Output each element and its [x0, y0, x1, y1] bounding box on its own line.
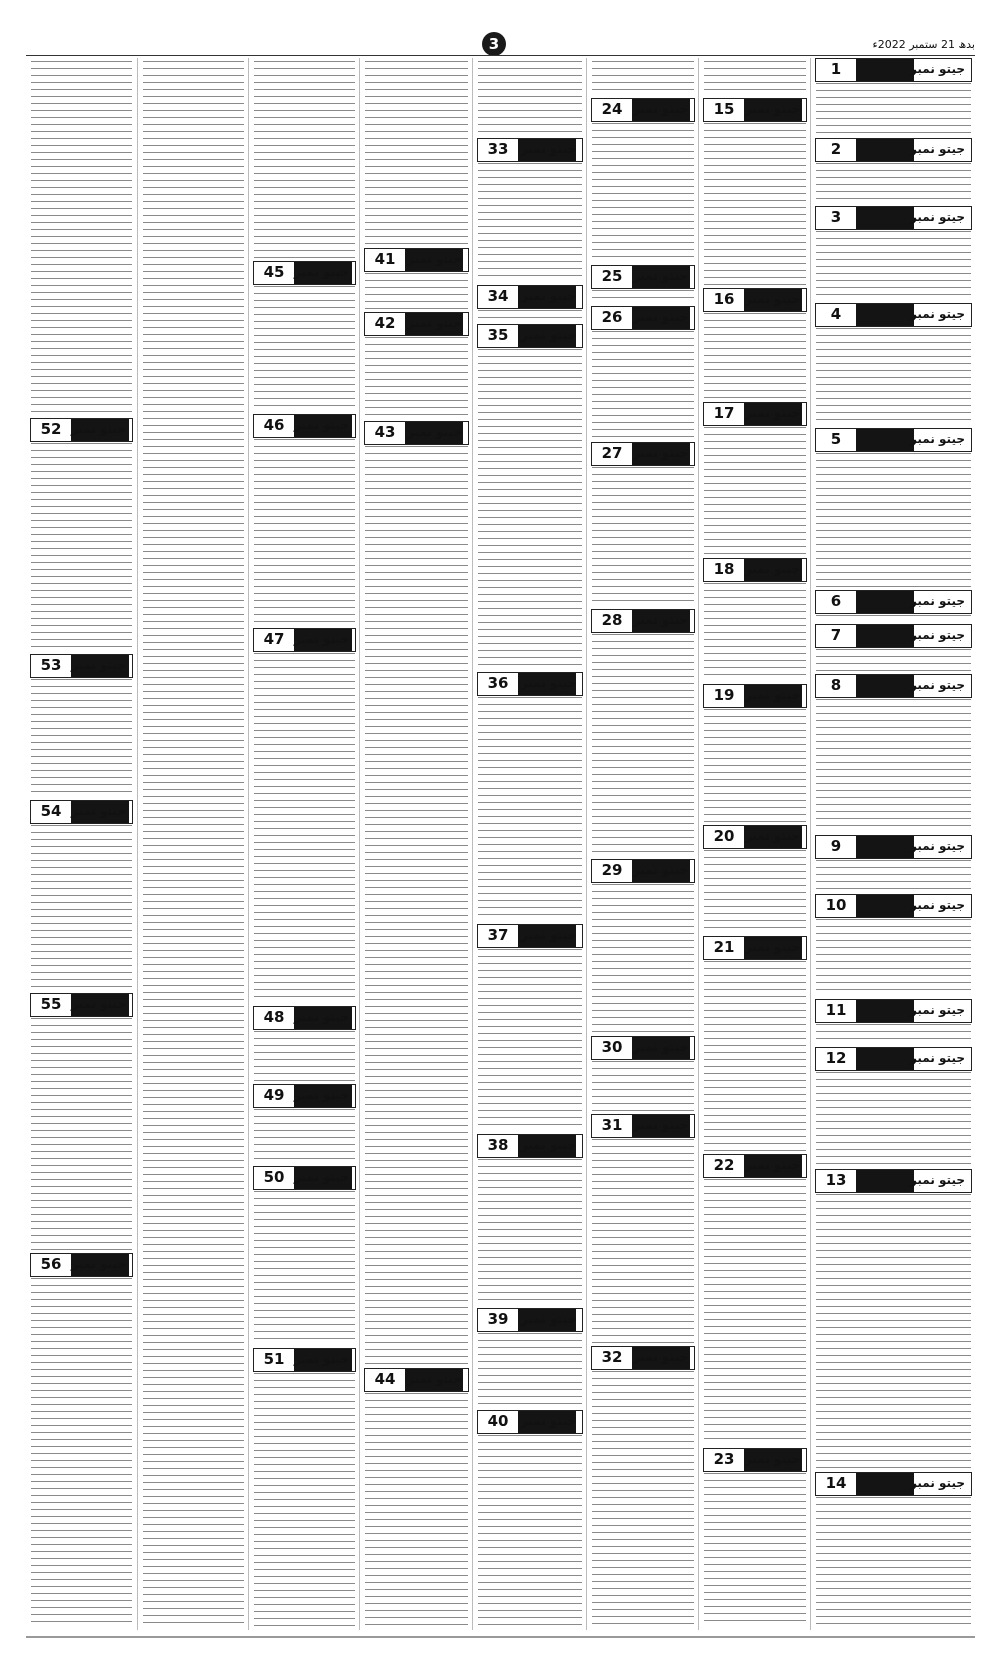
entry-header: [815, 624, 972, 648]
entry-label: جیتو نمبر: [909, 594, 965, 608]
entry-header: [30, 800, 133, 824]
article-text: [365, 273, 468, 309]
entry-header: [364, 1368, 469, 1392]
entry-label: جیتو نمبر: [632, 269, 688, 283]
entry-label: جیتو نمبر: [632, 1350, 688, 1364]
entry-number: 12: [816, 1048, 856, 1070]
entry-label: جیتو نمبر: [744, 406, 800, 420]
entry-label: جیتو نمبر: [520, 1312, 576, 1326]
article-text: [592, 1061, 694, 1111]
entry-header: [815, 138, 972, 162]
entry-label: جیتو نمبر: [744, 562, 800, 576]
article-text: [816, 231, 971, 300]
entry-label: جیتو نمبر: [744, 1452, 800, 1466]
article-text: [816, 1194, 971, 1469]
entry-header: [815, 428, 972, 452]
column-7: [698, 58, 811, 1630]
issue-date: بدھ 21 ستمبر 2022ء: [872, 38, 975, 51]
article-text: [816, 1024, 971, 1044]
article-text: [592, 634, 694, 856]
entry-label: جیتو نمبر: [70, 658, 126, 672]
entry-number: 16: [704, 289, 744, 311]
entry-header: [703, 825, 807, 849]
entry-number: 47: [254, 629, 294, 651]
entry-number: 44: [365, 1369, 405, 1391]
article-text: [254, 1373, 355, 1626]
entry-number: 37: [478, 925, 518, 947]
entry-header: [591, 1114, 695, 1138]
entry-header: [591, 609, 695, 633]
entry-number: 32: [592, 1347, 632, 1369]
entry-label: جیتو نمبر: [406, 252, 462, 266]
article-text: [254, 1191, 355, 1345]
entry-label: جیتو نمبر: [293, 1088, 349, 1102]
article-text: [704, 1179, 806, 1445]
entry-number: 39: [478, 1309, 518, 1331]
entry-header: [815, 835, 972, 859]
article-text: [704, 313, 806, 399]
entry-label: جیتو نمبر: [909, 142, 965, 156]
entry-label: جیتو نمبر: [909, 898, 965, 912]
entry-number: 56: [31, 1254, 71, 1276]
article-text: [478, 1333, 582, 1407]
article-text: [592, 1371, 694, 1626]
article-text: [478, 61, 582, 135]
article-text: [704, 427, 806, 555]
entry-label: جیتو نمبر: [744, 688, 800, 702]
entry-number: 20: [704, 826, 744, 848]
article-text: [254, 1031, 355, 1081]
article-text: [478, 1435, 582, 1626]
entry-label: جیتو نمبر: [520, 142, 576, 156]
entry-number: 36: [478, 673, 518, 695]
entry-label: جیتو نمبر: [909, 62, 965, 76]
entry-label: جیتو نمبر: [909, 432, 965, 446]
entry-header: [815, 1472, 972, 1496]
entry-header: [703, 684, 807, 708]
entry-label: جیتو نمبر: [744, 829, 800, 843]
entry-header: [591, 859, 695, 883]
entry-label: جیتو نمبر: [293, 1170, 349, 1184]
entry-number: 4: [816, 304, 856, 326]
entry-header: [253, 1348, 356, 1372]
entry-header: [364, 248, 469, 272]
entry-label: جیتو نمبر: [909, 628, 965, 642]
entry-number: 23: [704, 1449, 744, 1471]
article-text: [31, 1278, 132, 1626]
entry-number: 35: [478, 325, 518, 347]
entry-header-bar: [856, 836, 914, 858]
entry-label: جیتو نمبر: [744, 940, 800, 954]
entry-header-bar: [856, 1473, 914, 1495]
entry-header: [815, 58, 972, 82]
entry-number: 1: [816, 59, 856, 81]
entry-number: 53: [31, 655, 71, 677]
article-text: [592, 290, 694, 303]
entry-number: 2: [816, 139, 856, 161]
entry-label: جیتو نمبر: [520, 1138, 576, 1152]
entry-header: [815, 674, 972, 698]
entry-header: [703, 936, 807, 960]
entry-label: جیتو نمبر: [70, 997, 126, 1011]
entry-header: [815, 999, 972, 1023]
entry-header: [591, 306, 695, 330]
entry-label: جیتو نمبر: [909, 210, 965, 224]
entry-number: 21: [704, 937, 744, 959]
entry-number: 13: [816, 1170, 856, 1192]
entry-label: جیتو نمبر: [70, 804, 126, 818]
article-text: [592, 123, 694, 262]
entry-label: جیتو نمبر: [744, 1158, 800, 1172]
entry-label: جیتو نمبر: [909, 678, 965, 692]
entry-header: [815, 1047, 972, 1071]
entry-number: 31: [592, 1115, 632, 1137]
article-text: [816, 453, 971, 587]
entry-label: جیتو نمبر: [520, 289, 576, 303]
entry-header-bar: [856, 591, 914, 613]
column-5: [472, 58, 587, 1630]
entry-label: جیتو نمبر: [744, 292, 800, 306]
entry-header-bar: [856, 675, 914, 697]
article-text: [365, 337, 468, 418]
article-text: [816, 615, 971, 621]
entry-number: 49: [254, 1085, 294, 1107]
entry-header: [815, 590, 972, 614]
entry-number: 18: [704, 559, 744, 581]
entry-number: 52: [31, 419, 71, 441]
entry-header: [477, 924, 583, 948]
entry-label: جیتو نمبر: [520, 676, 576, 690]
entry-header: [364, 421, 469, 445]
entry-number: 27: [592, 443, 632, 465]
entry-label: جیتو نمبر: [520, 928, 576, 942]
entry-number: 40: [478, 1411, 518, 1433]
entry-number: 30: [592, 1037, 632, 1059]
article-text: [478, 697, 582, 921]
entry-header: [30, 993, 133, 1017]
entry-number: 14: [816, 1473, 856, 1495]
entry-label: جیتو نمبر: [520, 328, 576, 342]
entry-label: جیتو نمبر: [632, 446, 688, 460]
article-text: [704, 709, 806, 822]
article-text: [365, 61, 468, 245]
entry-number: 25: [592, 266, 632, 288]
page-number-badge: 3: [482, 32, 506, 56]
entry-number: 46: [254, 415, 294, 437]
entry-number: 10: [816, 895, 856, 917]
entry-number: 38: [478, 1135, 518, 1157]
entry-label: جیتو نمبر: [909, 1476, 965, 1490]
article-text: [31, 679, 132, 797]
entry-number: 15: [704, 99, 744, 121]
column-3: [248, 58, 360, 1630]
entry-label: جیتو نمبر: [406, 425, 462, 439]
entry-label: جیتو نمبر: [632, 613, 688, 627]
entry-header-bar: [856, 139, 914, 161]
entry-number: 29: [592, 860, 632, 882]
article-text: [254, 653, 355, 1003]
entry-header-bar: [856, 59, 914, 81]
entry-number: 34: [478, 286, 518, 308]
article-text: [478, 949, 582, 1131]
article-text: [478, 310, 582, 321]
article-text: [704, 123, 806, 285]
column-8: [810, 58, 976, 1630]
article-text: [816, 919, 971, 996]
entry-label: جیتو نمبر: [520, 1414, 576, 1428]
entry-label: جیتو نمبر: [744, 102, 800, 116]
entry-label: جیتو نمبر: [632, 310, 688, 324]
article-text: [478, 349, 582, 669]
article-text: [31, 443, 132, 651]
entry-header: [703, 1154, 807, 1178]
article-text: [254, 1109, 355, 1163]
article-text: [816, 649, 971, 671]
entry-header: [477, 1410, 583, 1434]
entry-header: [703, 288, 807, 312]
entry-header: [364, 312, 469, 336]
entry-header: [253, 1006, 356, 1030]
entry-label: جیتو نمبر: [293, 418, 349, 432]
column-1: [26, 58, 137, 1630]
article-text: [816, 699, 971, 832]
entry-header: [253, 1166, 356, 1190]
entry-header-bar: [856, 1048, 914, 1070]
entry-header-bar: [856, 895, 914, 917]
entry-number: 54: [31, 801, 71, 823]
article-text: [31, 825, 132, 990]
entry-number: 6: [816, 591, 856, 613]
entry-header: [30, 1253, 133, 1277]
entry-number: 43: [365, 422, 405, 444]
entry-label: جیتو نمبر: [909, 1173, 965, 1187]
article-text: [816, 163, 971, 203]
entry-label: جیتو نمبر: [293, 632, 349, 646]
article-text: [31, 1018, 132, 1250]
entry-label: جیتو نمبر: [70, 1257, 126, 1271]
entry-header-bar: [856, 625, 914, 647]
article-text: [592, 884, 694, 1033]
article-text: [704, 1473, 806, 1626]
article-text: [592, 331, 694, 439]
entry-label: جیتو نمبر: [909, 1051, 965, 1065]
entry-label: جیتو نمبر: [632, 102, 688, 116]
entry-header: [815, 1169, 972, 1193]
entry-label: جیتو نمبر: [406, 1372, 462, 1386]
article-text: [478, 1159, 582, 1305]
entry-header: [477, 285, 583, 309]
article-text: [816, 328, 971, 425]
article-text: [254, 61, 355, 258]
entry-header-bar: [856, 429, 914, 451]
article-text: [816, 1072, 971, 1166]
entry-number: 24: [592, 99, 632, 121]
entry-header: [591, 442, 695, 466]
entry-header: [591, 98, 695, 122]
article-text: [31, 61, 132, 415]
entry-label: جیتو نمبر: [293, 265, 349, 279]
entry-number: 26: [592, 307, 632, 329]
entry-number: 7: [816, 625, 856, 647]
entry-number: 22: [704, 1155, 744, 1177]
article-text: [816, 1497, 971, 1626]
entry-number: 8: [816, 675, 856, 697]
entry-number: 48: [254, 1007, 294, 1029]
article-text: [592, 467, 694, 606]
newspaper-page: [26, 58, 975, 1630]
entry-label: جیتو نمبر: [293, 1352, 349, 1366]
article-text: [478, 163, 582, 282]
entry-number: 42: [365, 313, 405, 335]
entry-header: [591, 1036, 695, 1060]
entry-header: [703, 98, 807, 122]
article-text: [704, 61, 806, 95]
column-6: [586, 58, 699, 1630]
entry-number: 28: [592, 610, 632, 632]
entry-header: [703, 1448, 807, 1472]
entry-number: 45: [254, 262, 294, 284]
entry-number: 19: [704, 685, 744, 707]
article-text: [816, 860, 971, 891]
article-text: [704, 850, 806, 933]
article-text: [816, 83, 971, 135]
entry-header: [477, 324, 583, 348]
entry-header: [591, 265, 695, 289]
entry-header: [477, 1308, 583, 1332]
entry-label: جیتو نمبر: [909, 1003, 965, 1017]
footer-rule: [26, 1636, 975, 1638]
article-text: [704, 583, 806, 681]
article-text: [592, 1139, 694, 1343]
article-text: [704, 961, 806, 1151]
article-text: [365, 446, 468, 1365]
entry-number: 50: [254, 1167, 294, 1189]
masthead-rule: [26, 55, 975, 56]
entry-label: جیتو نمبر: [632, 1118, 688, 1132]
entry-label: جیتو نمبر: [70, 422, 126, 436]
article-text: [592, 61, 694, 95]
article-text: [365, 1393, 468, 1626]
entry-header-bar: [856, 304, 914, 326]
entry-number: 51: [254, 1349, 294, 1371]
entry-header-bar: [856, 1170, 914, 1192]
entry-header-bar: [856, 1000, 914, 1022]
entry-header: [477, 672, 583, 696]
article-text: [254, 439, 355, 625]
entry-header: [815, 206, 972, 230]
entry-header: [30, 654, 133, 678]
entry-number: 41: [365, 249, 405, 271]
entry-header: [703, 558, 807, 582]
entry-label: جیتو نمبر: [909, 839, 965, 853]
column-4: [359, 58, 473, 1630]
entry-header: [815, 303, 972, 327]
entry-header: [591, 1346, 695, 1370]
entry-header: [477, 138, 583, 162]
entry-number: 9: [816, 836, 856, 858]
entry-header: [30, 418, 133, 442]
entry-number: 55: [31, 994, 71, 1016]
entry-number: 17: [704, 403, 744, 425]
entry-header: [815, 894, 972, 918]
entry-label: جیتو نمبر: [406, 316, 462, 330]
article-text: [143, 61, 244, 1626]
entry-number: 5: [816, 429, 856, 451]
entry-header: [703, 402, 807, 426]
entry-header: [253, 1084, 356, 1108]
column-2: [137, 58, 249, 1630]
entry-label: جیتو نمبر: [293, 1010, 349, 1024]
article-text: [254, 286, 355, 411]
entry-label: جیتو نمبر: [632, 863, 688, 877]
entry-number: 3: [816, 207, 856, 229]
entry-number: 11: [816, 1000, 856, 1022]
entry-header: [477, 1134, 583, 1158]
entry-label: جیتو نمبر: [909, 307, 965, 321]
entry-label: جیتو نمبر: [632, 1040, 688, 1054]
entry-header: [253, 628, 356, 652]
entry-header-bar: [856, 207, 914, 229]
entry-number: 33: [478, 139, 518, 161]
entry-header: [253, 414, 356, 438]
entry-header: [253, 261, 356, 285]
